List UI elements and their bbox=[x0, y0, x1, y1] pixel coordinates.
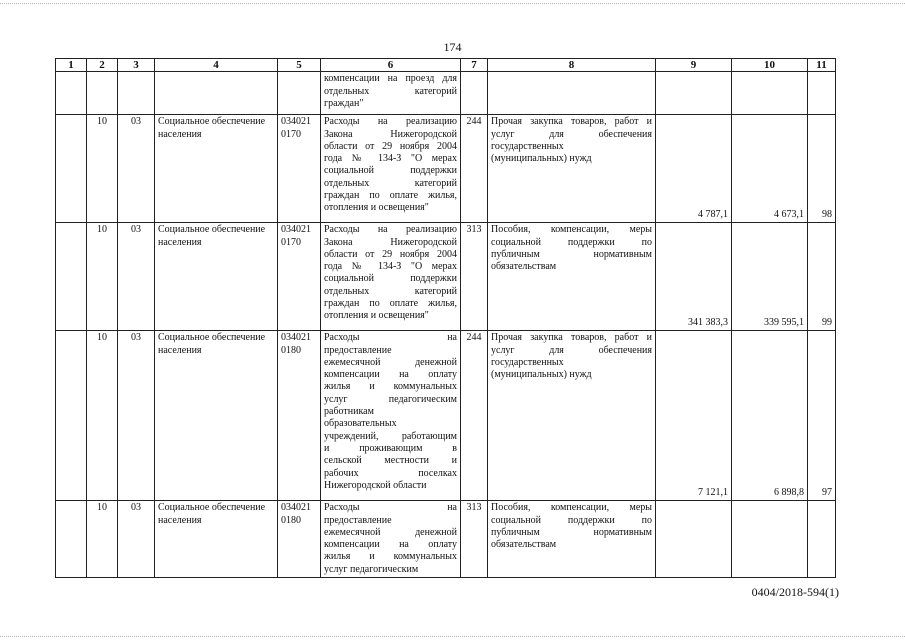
cell-percent: 98 bbox=[808, 115, 836, 223]
cell-expense-description bbox=[321, 72, 461, 115]
cell-expense-type-code: 244 bbox=[461, 115, 488, 223]
cell-expense-description bbox=[321, 501, 461, 578]
description-line: отдельных категорий bbox=[324, 285, 457, 297]
cell-col1 bbox=[56, 501, 87, 578]
cell-section-name: Социальное обеспечение населения bbox=[155, 501, 278, 578]
description-line: компенсации на оплату bbox=[324, 539, 457, 551]
cell-section: 10 bbox=[87, 331, 118, 501]
cell-col1 bbox=[56, 223, 87, 331]
header-cell-5: 5 bbox=[278, 59, 321, 72]
cell-executed-amount: 6 898,8 bbox=[732, 331, 808, 501]
cell-planned-amount: 4 787,1 bbox=[656, 115, 732, 223]
cell-executed-amount: 4 673,1 bbox=[732, 115, 808, 223]
expense-type-line: Пособия, компенсации, меры bbox=[491, 502, 652, 514]
cell-percent bbox=[808, 72, 836, 115]
description-line: предоставление bbox=[324, 344, 392, 356]
expense-type-line: государственных bbox=[491, 356, 564, 368]
cell-expense-type-name bbox=[488, 115, 656, 223]
description-line: Нижегородской области bbox=[324, 479, 427, 491]
description-line: учреждений, работающим bbox=[324, 430, 457, 442]
cell-expense-type-code: 313 bbox=[461, 223, 488, 331]
description-line: ежемесячной денежной bbox=[324, 356, 457, 368]
cell-target-code: 034021 0170 bbox=[278, 223, 321, 331]
cell-target-code bbox=[278, 72, 321, 115]
description-line: года № 134-З "О мерах bbox=[324, 261, 457, 273]
cell-planned-amount: 341 383,3 bbox=[656, 223, 732, 331]
description-line: и проживающим в bbox=[324, 442, 457, 454]
expense-type-line: публичным нормативным bbox=[491, 248, 652, 260]
description-line: социальной поддержки bbox=[324, 273, 457, 285]
description-line: работникам bbox=[324, 406, 374, 418]
cell-subsection: 03 bbox=[118, 115, 155, 223]
header-cell-3: 3 bbox=[118, 59, 155, 72]
expense-type-line: Пособия, компенсации, меры bbox=[491, 224, 652, 236]
description-line: компенсации на оплату bbox=[324, 369, 457, 381]
cell-col1 bbox=[56, 115, 87, 223]
page-number: 174 bbox=[443, 40, 462, 54]
cell-percent: 97 bbox=[808, 331, 836, 501]
cell-percent: 99 bbox=[808, 223, 836, 331]
cell-planned-amount bbox=[656, 501, 732, 578]
table-row bbox=[56, 331, 836, 501]
expense-type-line: (муниципальных) нужд bbox=[491, 153, 592, 165]
cell-executed-amount bbox=[732, 72, 808, 115]
description-line: жилья и коммунальных bbox=[324, 551, 457, 563]
cell-target-code: 034021 0170 bbox=[278, 115, 321, 223]
description-line: услуг педагогическим bbox=[324, 393, 457, 405]
budget-table bbox=[55, 58, 836, 578]
description-line: сельской местности и bbox=[324, 455, 457, 467]
scan-bottom-edge bbox=[0, 636, 905, 637]
description-line: жилья и коммунальных bbox=[324, 381, 457, 393]
cell-expense-type-name bbox=[488, 72, 656, 115]
table-row bbox=[56, 223, 836, 331]
scan-top-edge bbox=[0, 3, 905, 4]
description-line: граждан по оплате жилья, bbox=[324, 298, 457, 310]
description-line: отопления и освещения" bbox=[324, 202, 429, 214]
cell-subsection bbox=[118, 72, 155, 115]
description-line: области от 29 ноября 2004 bbox=[324, 248, 457, 260]
description-line: ежемесячной денежной bbox=[324, 526, 457, 538]
description-line: Расходы на реализацию bbox=[324, 224, 457, 236]
cell-section: 10 bbox=[87, 115, 118, 223]
cell-section-name bbox=[155, 72, 278, 115]
description-line: Расходы на реализацию bbox=[324, 116, 457, 128]
cell-section: 10 bbox=[87, 501, 118, 578]
expense-type-line: обязательствам bbox=[491, 261, 557, 273]
description-line: отопления и освещения" bbox=[324, 310, 429, 322]
header-row bbox=[56, 59, 836, 72]
header-cell-4: 4 bbox=[155, 59, 278, 72]
cell-target-code: 034021 0180 bbox=[278, 501, 321, 578]
cell-target-code: 034021 0180 bbox=[278, 331, 321, 501]
cell-executed-amount bbox=[732, 501, 808, 578]
header-cell-2: 2 bbox=[87, 59, 118, 72]
cell-executed-amount: 339 595,1 bbox=[732, 223, 808, 331]
description-line: социальной поддержки bbox=[324, 165, 457, 177]
expense-type-line: Прочая закупка товаров, работ и bbox=[491, 116, 652, 128]
description-line: рабочих поселках bbox=[324, 467, 457, 479]
expense-type-line: услуг для обеспечения bbox=[491, 128, 652, 140]
description-line: предоставление bbox=[324, 514, 392, 526]
cell-col1 bbox=[56, 331, 87, 501]
cell-subsection: 03 bbox=[118, 331, 155, 501]
header-cell-6: 6 bbox=[321, 59, 461, 72]
cell-col1 bbox=[56, 72, 87, 115]
cell-planned-amount: 7 121,1 bbox=[656, 331, 732, 501]
cell-expense-description bbox=[321, 223, 461, 331]
cell-percent bbox=[808, 501, 836, 578]
header-cell-8: 8 bbox=[488, 59, 656, 72]
cell-subsection: 03 bbox=[118, 223, 155, 331]
description-line: Закона Нижегородской bbox=[324, 236, 457, 248]
description-line: Расходы на bbox=[324, 502, 457, 514]
cell-planned-amount bbox=[656, 72, 732, 115]
cell-section: 10 bbox=[87, 223, 118, 331]
description-line: компенсации на проезд для bbox=[324, 73, 457, 85]
cell-expense-type-name bbox=[488, 223, 656, 331]
cell-expense-description bbox=[321, 331, 461, 501]
description-line: Расходы на bbox=[324, 332, 457, 344]
table-row bbox=[56, 501, 836, 578]
table-row bbox=[56, 72, 836, 115]
cell-expense-description bbox=[321, 115, 461, 223]
header-cell-9: 9 bbox=[656, 59, 732, 72]
expense-type-line: социальной поддержки по bbox=[491, 236, 652, 248]
cell-subsection: 03 bbox=[118, 501, 155, 578]
header-cell-1: 1 bbox=[56, 59, 87, 72]
description-line: области от 29 ноября 2004 bbox=[324, 140, 457, 152]
expense-type-line: обязательствам bbox=[491, 539, 557, 551]
description-line: образовательных bbox=[324, 418, 397, 430]
description-line: года № 134-З "О мерах bbox=[324, 153, 457, 165]
expense-type-line: услуг для обеспечения bbox=[491, 344, 652, 356]
cell-section bbox=[87, 72, 118, 115]
cell-section-name: Социальное обеспечение населения bbox=[155, 115, 278, 223]
cell-expense-type-name bbox=[488, 501, 656, 578]
cell-expense-type-code: 244 bbox=[461, 331, 488, 501]
cell-section-name: Социальное обеспечение населения bbox=[155, 223, 278, 331]
cell-expense-type-name bbox=[488, 331, 656, 501]
expense-type-line: публичным нормативным bbox=[491, 526, 652, 538]
header-cell-7: 7 bbox=[461, 59, 488, 72]
description-line: граждан" bbox=[324, 97, 364, 109]
cell-section-name: Социальное обеспечение населения bbox=[155, 331, 278, 501]
description-line: отдельных категорий bbox=[324, 177, 457, 189]
expense-type-line: социальной поддержки по bbox=[491, 514, 652, 526]
table-row bbox=[56, 115, 836, 223]
header-cell-11: 11 bbox=[808, 59, 836, 72]
document-code: 0404/2018-594(1) bbox=[751, 585, 839, 599]
header-cell-10: 10 bbox=[732, 59, 808, 72]
expense-type-line: (муниципальных) нужд bbox=[491, 369, 592, 381]
description-line: услуг педагогическим bbox=[324, 563, 419, 575]
cell-expense-type-code bbox=[461, 72, 488, 115]
description-line: граждан по оплате жилья, bbox=[324, 190, 457, 202]
description-line: отдельных категорий bbox=[324, 85, 457, 97]
expense-type-line: Прочая закупка товаров, работ и bbox=[491, 332, 652, 344]
description-line: Закона Нижегородской bbox=[324, 128, 457, 140]
cell-expense-type-code: 313 bbox=[461, 501, 488, 578]
expense-type-line: государственных bbox=[491, 140, 564, 152]
